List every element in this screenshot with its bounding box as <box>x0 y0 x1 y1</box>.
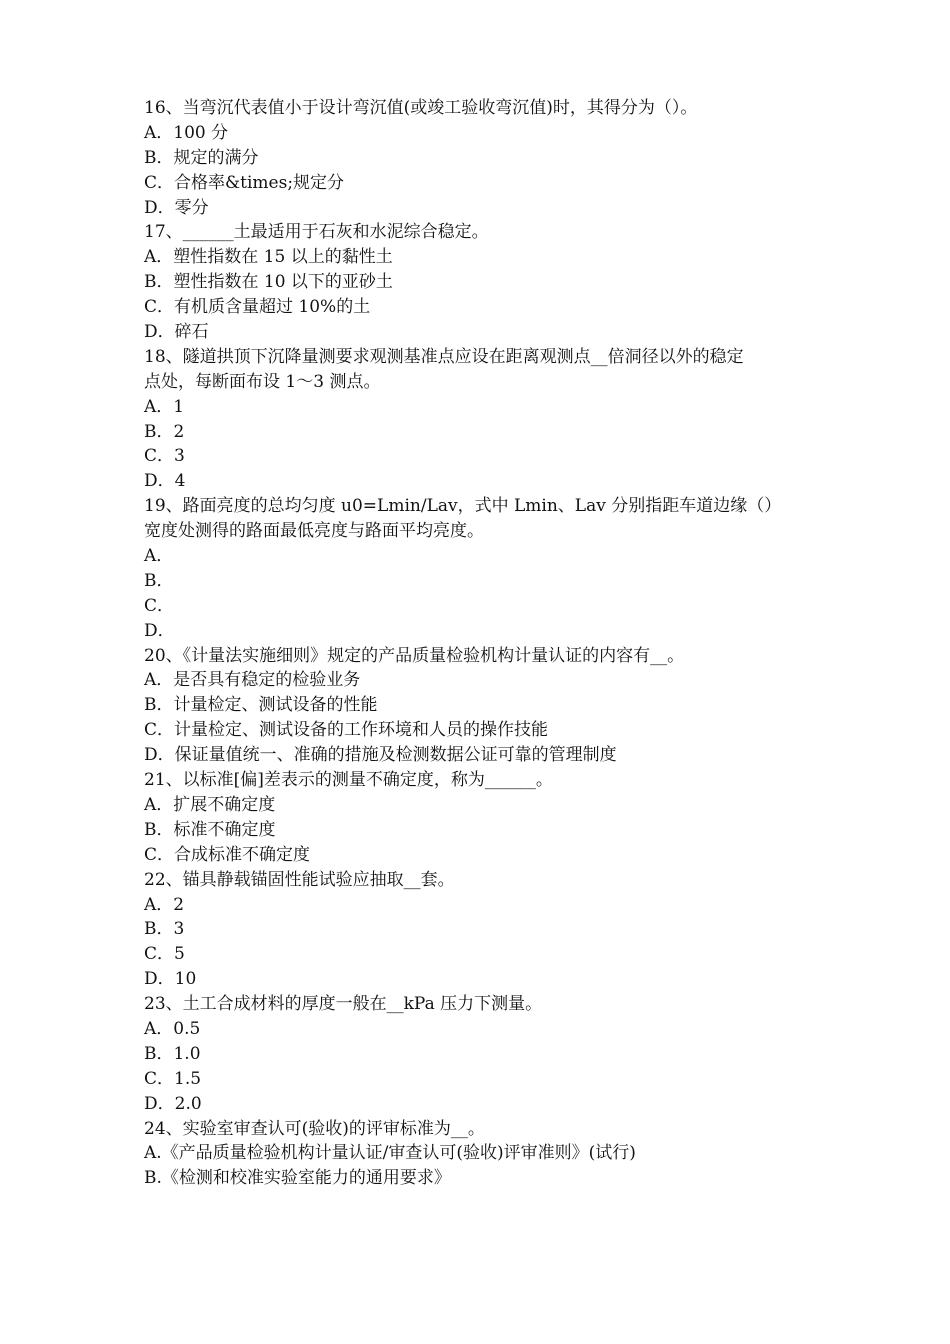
question-text-continued: 宽度处测得的路面最低亮度与路面平均亮度。 <box>144 521 484 542</box>
option-a: A．0.5 <box>144 1018 201 1039</box>
option-d: D．保证量值统一、准确的措施及检测数据公证可靠的管理制度 <box>144 745 617 766</box>
option-d: D．10 <box>144 969 197 990</box>
option-a: A．塑性指数在 15 以上的黏性土 <box>144 247 393 268</box>
question-16 <box>144 96 824 220</box>
question-20 <box>144 644 824 768</box>
option-b: B．1.0 <box>144 1043 201 1064</box>
option-a: A．2 <box>144 894 185 915</box>
option-c: C．合成标准不确定度 <box>144 844 311 865</box>
option-c: C．5 <box>144 944 185 965</box>
question-text: 17、______土最适用于石灰和水泥综合稳定。 <box>144 222 489 243</box>
option-b: B．塑性指数在 10 以下的亚砂土 <box>144 272 393 293</box>
question-text: 19、路面亮度的总均匀度 u0=Lmin/Lav，式中 Lmin、Lav 分别指距车道边缘（） <box>144 496 782 517</box>
question-23 <box>144 992 824 1116</box>
option-a: A． <box>144 546 174 567</box>
option-b: B．规定的满分 <box>144 147 259 168</box>
question-text: 23、土工合成材料的厚度一般在__kPa 压力下测量。 <box>144 994 543 1015</box>
option-d: D．零分 <box>144 197 209 218</box>
document-page <box>144 96 824 1191</box>
option-a: A．扩展不确定度 <box>144 794 276 815</box>
option-d: D．4 <box>144 471 186 492</box>
option-b: B．标准不确定度 <box>144 819 276 840</box>
option-b: B．3 <box>144 919 185 940</box>
question-18 <box>144 345 824 494</box>
question-22 <box>144 868 824 992</box>
question-text-continued: 点处，每断面布设 1～3 测点。 <box>144 371 381 392</box>
option-a: A．是否具有稳定的检验业务 <box>144 670 361 691</box>
question-text: 18、隧道拱顶下沉降量测要求观测基准点应设在距离观测点__倍洞径以外的稳定 <box>144 346 744 367</box>
question-24 <box>144 1117 824 1192</box>
option-c: C．计量检定、测试设备的工作环境和人员的操作技能 <box>144 720 549 741</box>
question-21 <box>144 768 824 868</box>
option-a: A.《产品质量检验机构计量认证/审查认可(验收)评审准则》(试行) <box>144 1143 636 1164</box>
option-a: A．100 分 <box>144 122 229 143</box>
question-text: 20、《计量法实施细则》规定的产品质量检验机构计量认证的内容有__。 <box>144 645 685 666</box>
question-text: 22、锚具静载锚固性能试验应抽取__套。 <box>144 869 455 890</box>
option-b: B． <box>144 570 174 591</box>
question-text: 21、以标准[偏]差表示的测量不确定度，称为______。 <box>144 770 553 791</box>
question-17 <box>144 220 824 344</box>
question-text: 16、当弯沉代表值小于设计弯沉值(或竣工验收弯沉值)时，其得分为（）。 <box>144 98 698 118</box>
option-d: D．碎石 <box>144 322 209 343</box>
option-d: D．2.0 <box>144 1093 202 1114</box>
option-c: C．合格率&times;规定分 <box>144 172 345 193</box>
option-c: C．1.5 <box>144 1068 202 1089</box>
option-c: C． <box>144 595 175 616</box>
option-b: B．计量检定、测试设备的性能 <box>144 695 378 716</box>
option-c: C．有机质含量超过 10%的土 <box>144 297 371 318</box>
option-c: C．3 <box>144 446 185 467</box>
option-b: B．2 <box>144 421 185 442</box>
option-d: D． <box>144 620 175 641</box>
question-text: 24、实验室审查认可(验收)的评审标准为__。 <box>144 1118 485 1139</box>
option-b: B.《检测和校准实验室能力的通用要求》 <box>144 1168 451 1189</box>
option-a: A．1 <box>144 396 185 417</box>
question-19 <box>144 494 824 643</box>
